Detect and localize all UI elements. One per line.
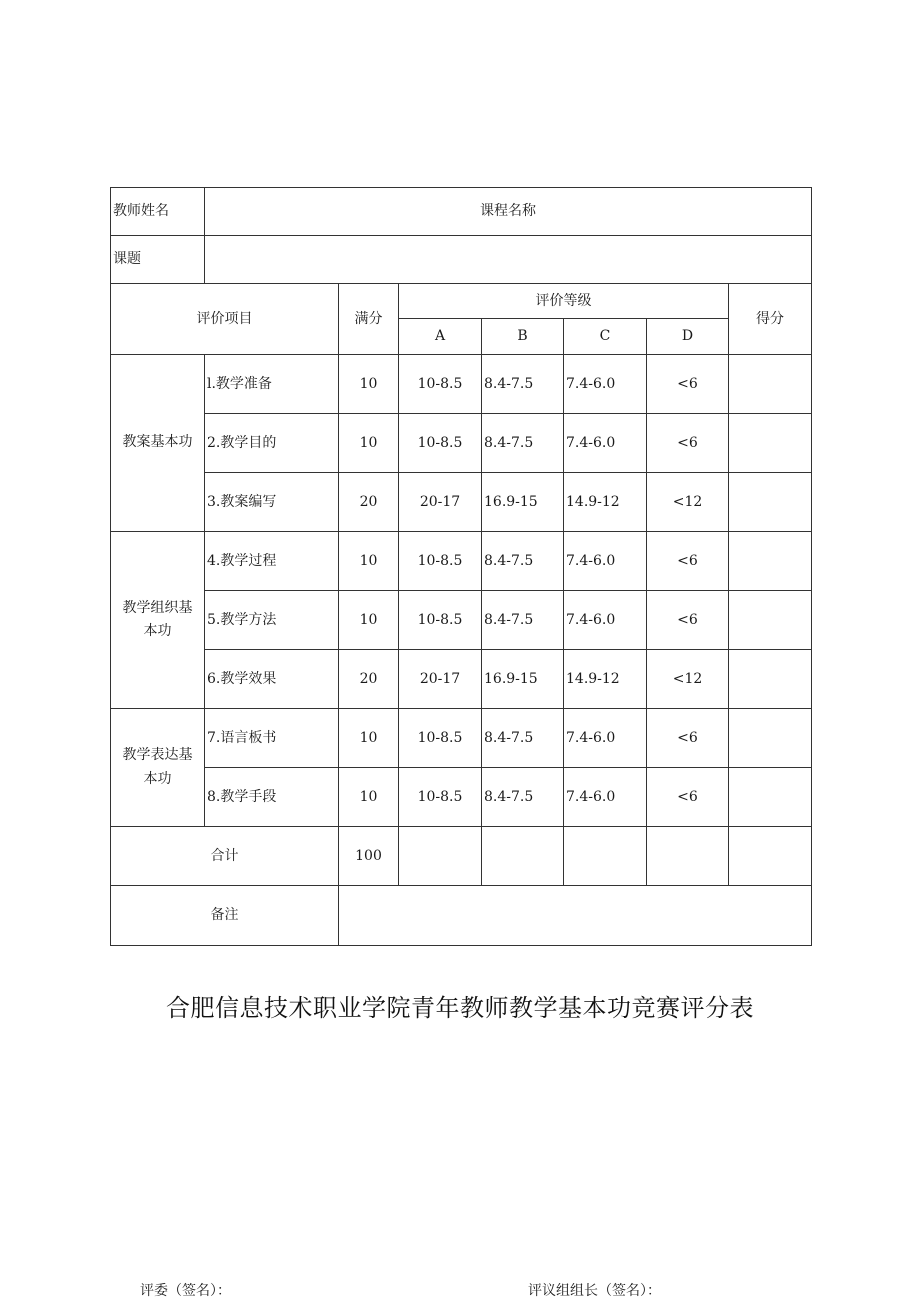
item-grade-a: 20-17 xyxy=(399,473,482,532)
grade-header: 评价等级 xyxy=(399,284,729,319)
item-grade-b: 16.9-15 xyxy=(482,473,564,532)
header-row xyxy=(111,284,812,319)
topic-label: 课题 xyxy=(111,236,205,284)
item-name: 8.教学手段 xyxy=(205,768,339,827)
item-grade-b: 8.4-7.5 xyxy=(482,591,564,650)
item-name: 2.教学目的 xyxy=(205,414,339,473)
remarks-label: 备注 xyxy=(111,886,339,946)
item-grade-d: <6 xyxy=(647,591,729,650)
teacher-name-label: 教师姓名 xyxy=(111,188,205,236)
item-grade-b: 8.4-7.5 xyxy=(482,709,564,768)
topic-row xyxy=(111,236,812,284)
item-grade-c: 7.4-6.0 xyxy=(564,709,647,768)
teacher-row xyxy=(111,188,812,236)
item-score-cell[interactable] xyxy=(729,355,812,414)
total-grade-a-cell[interactable] xyxy=(399,827,482,886)
item-grade-b: 8.4-7.5 xyxy=(482,532,564,591)
item-row xyxy=(111,709,812,768)
score-header: 得分 xyxy=(729,284,812,355)
item-grade-d: <6 xyxy=(647,355,729,414)
item-score-cell[interactable] xyxy=(729,591,812,650)
item-row xyxy=(111,355,812,414)
grade-level-c: C xyxy=(564,319,647,355)
grade-level-b: B xyxy=(482,319,564,355)
item-grade-b: 8.4-7.5 xyxy=(482,355,564,414)
item-score-cell[interactable] xyxy=(729,768,812,827)
total-full-score: 100 xyxy=(339,827,399,886)
total-label: 合计 xyxy=(111,827,339,886)
item-grade-d: <6 xyxy=(647,768,729,827)
item-name: 6.教学效果 xyxy=(205,650,339,709)
judge-signature-label: 评委（签名）： xyxy=(140,1283,231,1299)
course-name-label: 课程名称 xyxy=(205,188,812,236)
item-row xyxy=(111,591,812,650)
item-full-score: 10 xyxy=(339,768,399,827)
item-full-score: 10 xyxy=(339,709,399,768)
item-grade-a: 10-8.5 xyxy=(399,414,482,473)
item-score-cell[interactable] xyxy=(729,532,812,591)
item-full-score: 20 xyxy=(339,650,399,709)
item-grade-d: <6 xyxy=(647,532,729,591)
item-grade-d: <12 xyxy=(647,473,729,532)
item-full-score: 20 xyxy=(339,473,399,532)
item-name: 7.语言板书 xyxy=(205,709,339,768)
item-score-cell[interactable] xyxy=(729,473,812,532)
total-row xyxy=(111,827,812,886)
item-grade-a: 10-8.5 xyxy=(399,591,482,650)
item-full-score: 10 xyxy=(339,414,399,473)
item-row xyxy=(111,650,812,709)
item-grade-a: 10-8.5 xyxy=(399,709,482,768)
form-title: 合肥信息技术职业学院青年教师教学基本功竞赛评分表 xyxy=(166,994,754,1022)
item-score-cell[interactable] xyxy=(729,650,812,709)
item-name: 5.教学方法 xyxy=(205,591,339,650)
item-grade-a: 10-8.5 xyxy=(399,355,482,414)
category-lesson-plan: 教案基本功 xyxy=(111,355,205,532)
item-grade-d: <6 xyxy=(647,709,729,768)
item-grade-c: 7.4-6.0 xyxy=(564,414,647,473)
item-grade-a: 20-17 xyxy=(399,650,482,709)
remarks-row xyxy=(111,886,812,946)
item-grade-c: 7.4-6.0 xyxy=(564,532,647,591)
topic-field[interactable] xyxy=(205,236,812,284)
remarks-field[interactable] xyxy=(339,886,812,946)
total-grade-d-cell[interactable] xyxy=(647,827,729,886)
item-name: 3.教案编写 xyxy=(205,473,339,532)
item-score-cell[interactable] xyxy=(729,414,812,473)
item-grade-c: 7.4-6.0 xyxy=(564,355,647,414)
item-score-cell[interactable] xyxy=(729,709,812,768)
item-grade-a: 10-8.5 xyxy=(399,532,482,591)
grade-level-a: A xyxy=(399,319,482,355)
item-name: 4.教学过程 xyxy=(205,532,339,591)
item-header: 评价项目 xyxy=(111,284,339,355)
item-row xyxy=(111,532,812,591)
item-grade-c: 14.9-12 xyxy=(564,650,647,709)
item-full-score: 10 xyxy=(339,355,399,414)
total-score-cell[interactable] xyxy=(729,827,812,886)
item-grade-d: <12 xyxy=(647,650,729,709)
grade-level-d: D xyxy=(647,319,729,355)
score-table xyxy=(110,187,812,946)
total-grade-c-cell[interactable] xyxy=(564,827,647,886)
item-grade-c: 14.9-12 xyxy=(564,473,647,532)
item-grade-d: <6 xyxy=(647,414,729,473)
item-row xyxy=(111,473,812,532)
item-grade-b: 16.9-15 xyxy=(482,650,564,709)
item-grade-b: 8.4-7.5 xyxy=(482,414,564,473)
item-full-score: 10 xyxy=(339,591,399,650)
full-score-header: 满分 xyxy=(339,284,399,355)
item-grade-c: 7.4-6.0 xyxy=(564,591,647,650)
item-row xyxy=(111,768,812,827)
group-leader-signature-label: 评议组组长（签名）： xyxy=(528,1283,661,1299)
item-grade-c: 7.4-6.0 xyxy=(564,768,647,827)
item-name: l.教学准备 xyxy=(205,355,339,414)
total-grade-b-cell[interactable] xyxy=(482,827,564,886)
category-organization: 教学组织基本功 xyxy=(111,532,205,709)
category-expression: 教学表达基本功 xyxy=(111,709,205,827)
item-grade-b: 8.4-7.5 xyxy=(482,768,564,827)
item-grade-a: 10-8.5 xyxy=(399,768,482,827)
item-full-score: 10 xyxy=(339,532,399,591)
item-row xyxy=(111,414,812,473)
